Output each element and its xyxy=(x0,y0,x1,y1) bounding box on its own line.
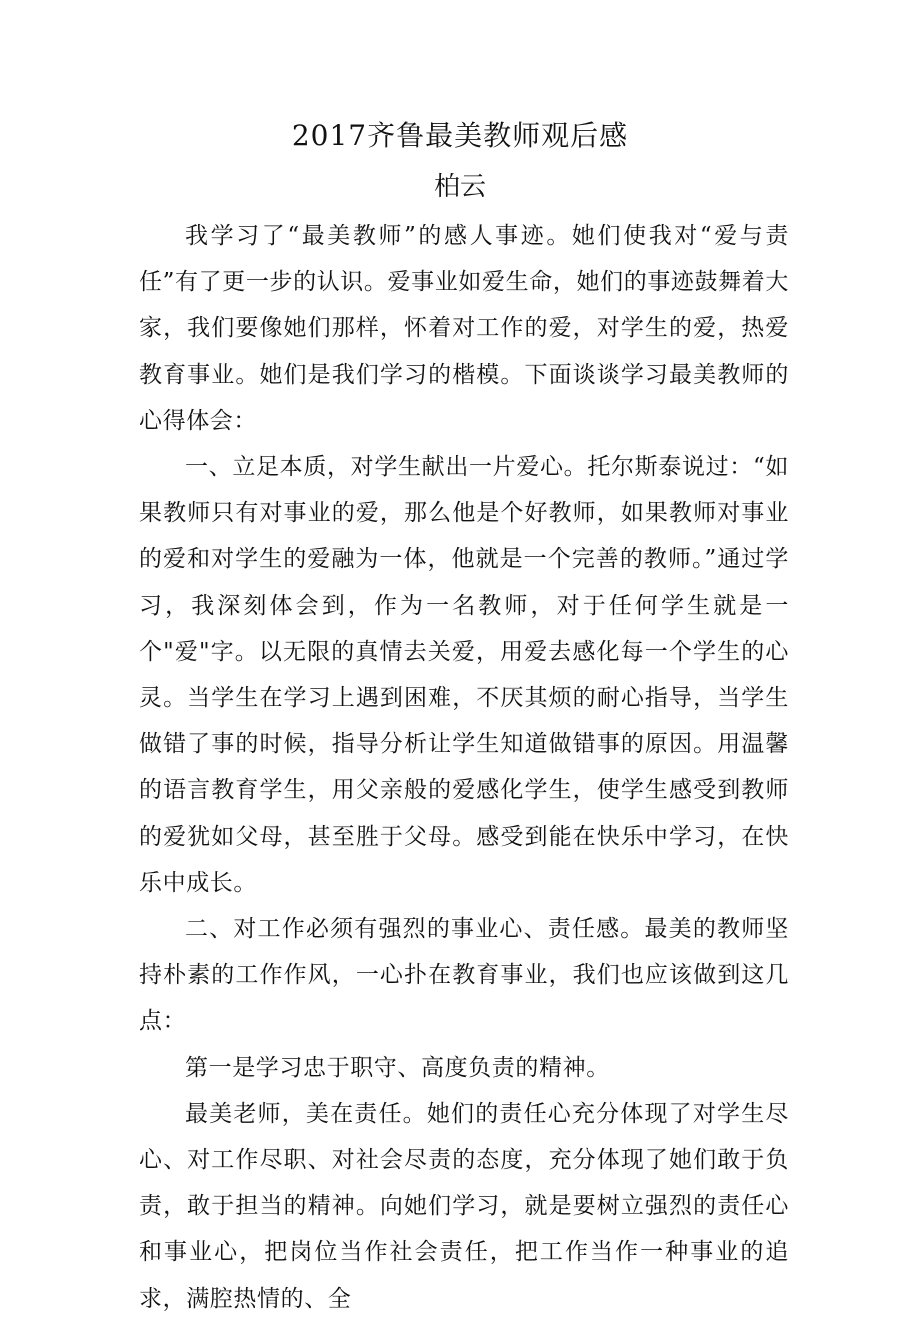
paragraph: 最美老师，美在责任。她们的责任心充分体现了对学生尽心、对工作尽职、对社会尽责的态度，充分体现了她们敢于负责，敢于担当的精神。向她们学习，就是要树立强烈的责任心和事业心，把岗位当作社会责任，把工作当作一种事业的追求，满腔热情的、全 xyxy=(139,1100,789,1312)
paragraph: 第一是学习忠于职守、高度负责的精神。 xyxy=(185,1054,610,1081)
document-author: 柏云 xyxy=(433,172,486,202)
paragraph: 二、对工作必须有强烈的事业心、责任感。最美的教师坚持朴素的工作作风，一心扑在教育事业，我们也应该做到这几点： xyxy=(139,916,789,1035)
document-body xyxy=(139,213,789,1322)
paragraph: 一、立足本质，对学生献出一片爱心。托尔斯泰说过：“如果教师只有对事业的爱，那么他是个好教师，如果教师对事业的爱和对学生的爱融为一体，他就是一个完善的教师。”通过学习，我深刻体会到，作为一名教师，对于任何学生就是一个"爱"字。以无限的真情去关爱，用爱去感化每一个学生的心灵。当学生在学习上遇到困难，不厌其烦的耐心指导，当学生做错了事的时候，指导分析让学生知道做错事的原因。用温馨的语言教育学生，用父亲般的爱感化学生，使学生感受到教师的爱犹如父母，甚至胜于父母。感受到能在快乐中学习，在快乐中成长。 xyxy=(139,454,789,896)
paragraph: 我学习了“最美教师”的感人事迹。她们使我对“爱与责任”有了更一步的认识。爱事业如爱生命，她们的事迹鼓舞着大家，我们要像她们那样，怀着对工作的爱，对学生的爱，热爱教育事业。她们是我们学习的楷模。下面谈谈学习最美教师的心得体会： xyxy=(139,223,789,434)
document-title: 2017齐鲁最美教师观后感 xyxy=(291,119,629,152)
